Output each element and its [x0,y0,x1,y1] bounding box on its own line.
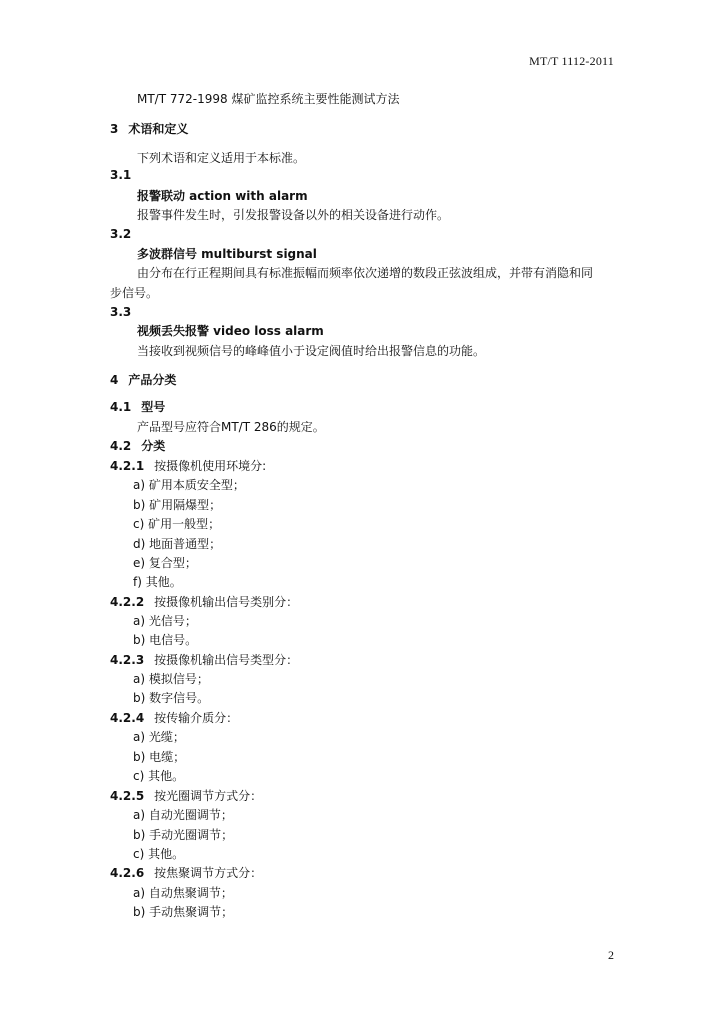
section-4-1-text: 产品型号应符合MT/T 286的规定。 [137,420,325,434]
section-number: 4.2.4 [110,711,145,725]
section-number: 4.2.2 [110,595,145,609]
list-item: c) 其他。 [133,847,185,861]
section-text: 按摄像机输出信号类型分： [154,653,299,667]
list-item: a) 自动光圈调节； [133,808,233,822]
section-text: 按摄像机输出信号类别分： [154,595,299,609]
list-item: c) 其他。 [133,769,185,783]
section-4-2-4-heading [110,711,238,725]
section-number: 4.2 [110,439,132,453]
list-item: b) 电缆； [133,750,186,764]
list-item: a) 模拟信号； [133,672,209,686]
section-title: 分类 [141,439,166,453]
section-title: 产品分类 [128,373,177,387]
term-3-1-definition: 报警事件发生时，引发报警设备以外的相关设备进行动作。 [137,208,450,222]
section-number: 3 [110,122,119,136]
list-item: b) 手动焦聚调节； [133,905,234,919]
section-number: 4.2.1 [110,459,145,473]
term-3-2-number: 3.2 [110,227,132,241]
section-4-2-5-heading [110,789,262,803]
list-item: c) 矿用一般型； [133,517,221,531]
section-number: 4 [110,373,119,387]
list-item: b) 电信号。 [133,633,198,647]
section-4-2-1-heading [110,459,266,473]
section-3-heading [110,122,188,136]
section-text: 按摄像机使用环境分: [154,459,267,473]
section-number: 4.2.6 [110,866,145,880]
section-number: 4.2.5 [110,789,145,803]
list-item: a) 自动焦聚调节； [133,886,233,900]
list-item: b) 手动光圈调节； [133,828,234,842]
section-4-2-2-heading [110,595,298,609]
list-item: d) 地面普通型； [133,537,222,551]
term-3-1-title: 报警联动 action with alarm [137,189,308,203]
list-item: b) 数字信号。 [133,691,210,705]
list-item: a) 矿用本质安全型； [133,478,245,492]
document-code-header: MT/T 1112-2011 [529,54,614,68]
section-number: 4.2.3 [110,653,145,667]
list-item: a) 光缆； [133,730,185,744]
list-item: a) 光信号； [133,614,197,628]
section-4-heading [110,373,176,387]
section-4-1-heading [110,400,165,414]
list-item: b) 矿用隔爆型； [133,498,222,512]
section-title: 型号 [141,400,166,414]
section-4-2-heading [110,439,165,453]
term-3-2-definition-line-2: 步信号。 [110,286,159,300]
section-text: 按传输介质分： [154,711,239,725]
section-3-intro: 下列术语和定义适用于本标准。 [137,151,306,165]
list-item: e) 复合型； [133,556,197,570]
term-3-2-title: 多波群信号 multiburst signal [137,247,317,261]
term-3-3-number: 3.3 [110,305,132,319]
normative-reference: MT/T 772-1998 煤矿监控系统主要性能测试方法 [137,92,400,106]
term-3-3-title: 视频丢失报警 video loss alarm [137,324,324,338]
term-3-2-definition-line-1: 由分布在行正程期间具有标准振幅而频率依次递增的数段正弦波组成，并带有消隐和同 [137,266,594,280]
term-3-3-definition: 当接收到视频信号的峰峰值小于设定阀值时给出报警信息的功能。 [137,344,486,358]
section-text: 按光圈调节方式分： [154,789,263,803]
section-title: 术语和定义 [128,122,189,136]
term-3-1-number: 3.1 [110,168,132,182]
section-text: 按焦聚调节方式分： [154,866,263,880]
section-number: 4.1 [110,400,132,414]
list-item: f) 其他。 [133,575,182,589]
section-4-2-3-heading [110,653,298,667]
page-number: 2 [608,948,614,962]
section-4-2-6-heading [110,866,262,880]
